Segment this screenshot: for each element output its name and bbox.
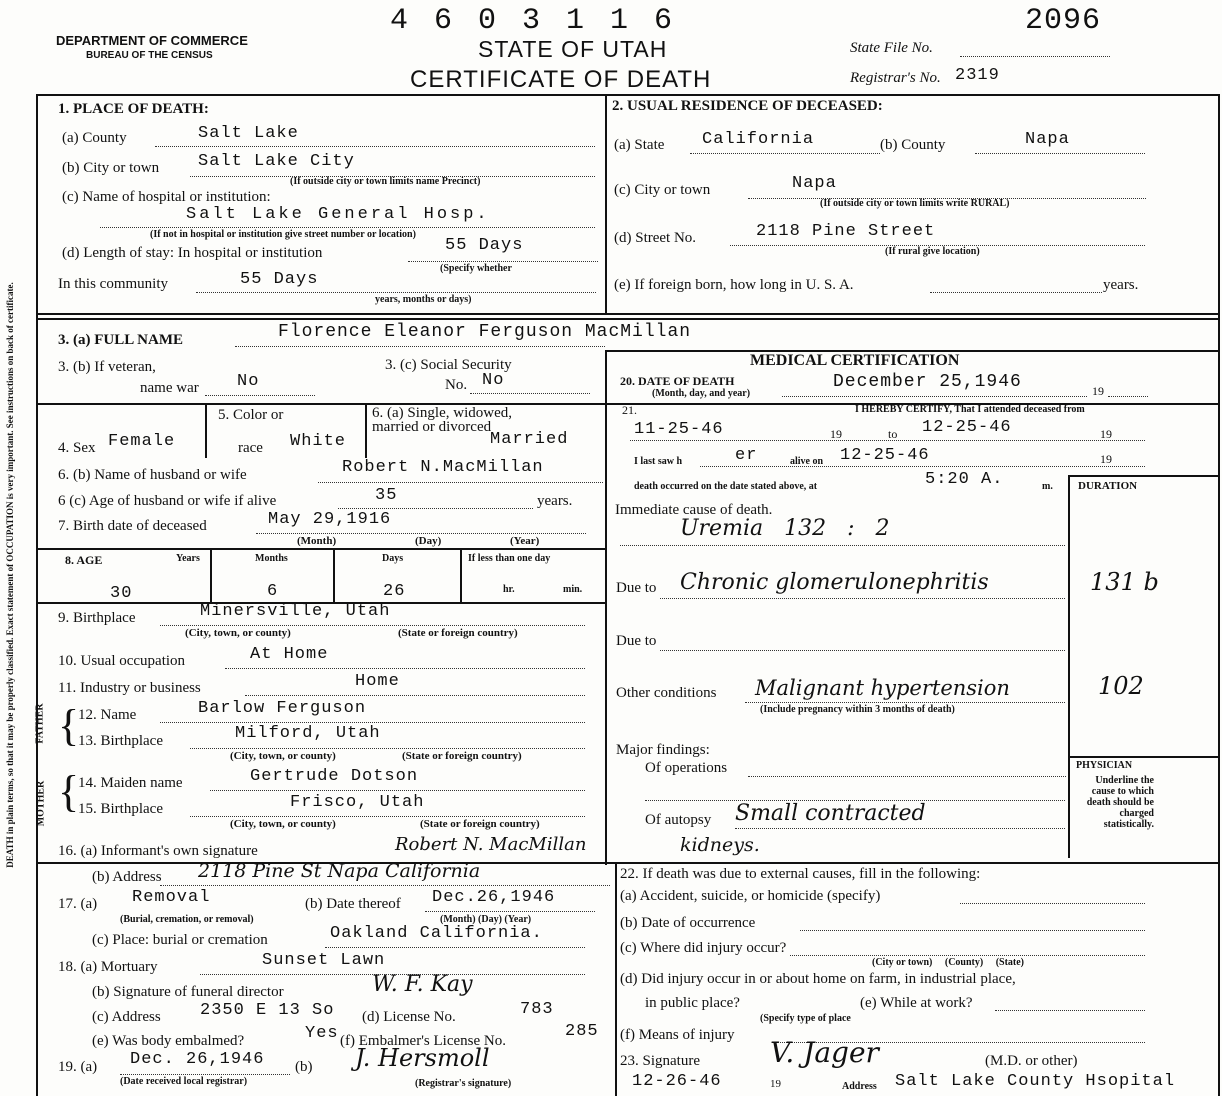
full-name: Florence Eleanor Ferguson MacMillan [278, 322, 692, 342]
nineteen-2: 19 [830, 427, 842, 441]
informant-addr-label: (b) Address [92, 869, 162, 885]
sig-date: 12-26-46 [632, 1072, 722, 1091]
date-death-note: (Month, day, and year) [652, 388, 751, 399]
fbp-city-note: (City, town, or county) [230, 750, 336, 762]
certificate-number: 4 6 0 3 1 1 6 [390, 4, 677, 38]
death-city: Salt Lake City [198, 152, 355, 171]
res-street-label: (d) Street No. [614, 230, 697, 246]
autopsy-findings-2: kidneys. [680, 834, 760, 856]
received-date: Dec. 26,1946 [130, 1050, 265, 1069]
other-label: Other conditions [616, 685, 717, 701]
mbp-city-note: (City, town, or county) [230, 818, 336, 830]
ext-d: (d) Did injury occur in or about home on farm, in industrial place, [620, 971, 1016, 987]
embalmed: Yes [305, 1024, 339, 1043]
ss-no-label: No. [445, 377, 468, 393]
father-brace: { [58, 701, 80, 750]
date-of-death: December 25,1946 [833, 372, 1022, 392]
stay-community: 55 Days [240, 270, 319, 289]
occupation-label: 10. Usual occupation [58, 653, 186, 669]
bp-state-note: (State or foreign country) [398, 627, 518, 639]
due1-label: Due to [616, 580, 657, 596]
burial-place-label: (c) Place: burial or cremation [92, 932, 268, 948]
birth-date: May 29,1916 [268, 510, 392, 529]
ss-value: No [482, 371, 505, 390]
sex-label: 4. Sex [58, 440, 96, 456]
birthplace-label: 9. Birthplace [58, 610, 136, 626]
death-county: Salt Lake [198, 124, 299, 143]
war-value: No [237, 372, 260, 391]
mother-name-label: 14. Maiden name [78, 775, 183, 791]
director-signature: W. F. Kay [372, 972, 473, 997]
registrar-value: 2319 [955, 66, 1000, 85]
to-label: to [888, 427, 898, 441]
age-years-head: Years [176, 553, 200, 564]
veteran-label: 3. (b) If veteran, [58, 359, 156, 375]
occupation: At Home [250, 645, 329, 664]
father-bp-label: 13. Birthplace [78, 733, 163, 749]
informant-address: 2118 Pine St Napa California [198, 860, 481, 882]
mother-bp-label: 15. Birthplace [78, 801, 163, 817]
spouse-name: Robert N.MacMillan [342, 458, 544, 477]
age-years: 30 [110, 584, 133, 603]
res-city-note: (If outside city or town limits write RURAL) [820, 198, 1010, 209]
received-label: 19. (a) [58, 1059, 98, 1075]
license-label: (d) License No. [362, 1009, 456, 1025]
marital-label: 6. (a) Single, widowed, married or divorced [372, 405, 512, 435]
spouse-age-label: 6 (c) Age of husband or wife if alive [58, 493, 277, 509]
n21: 21. [622, 403, 637, 417]
informant-signature: Robert N. MacMillan [395, 834, 587, 855]
industry: Home [355, 672, 400, 691]
disposition-date: Dec.26,1946 [432, 888, 556, 907]
embalmer-label: (f) Embalmer's License No. [340, 1033, 506, 1049]
marital-value: Married [490, 430, 569, 449]
res-state-label: (a) State [614, 137, 665, 153]
sig-addr-label: Address [842, 1081, 877, 1092]
age-days: 26 [383, 582, 406, 601]
fullname-label: 3. (a) FULL NAME [58, 332, 183, 348]
race-label: race [238, 440, 263, 456]
industry-label: 11. Industry or business [58, 680, 201, 696]
ext-c-note: (City or town) (County) (State) [872, 957, 1025, 968]
disposition-note: (Burial, cremation, or removal) [120, 914, 254, 925]
mother-name: Gertrude Dotson [250, 767, 419, 786]
ext-d2: in public place? [645, 995, 740, 1011]
father-name: Barlow Ferguson [198, 699, 367, 718]
nineteen-1: 19 [1092, 384, 1104, 398]
received-note: (Date received local registrar) [120, 1076, 248, 1087]
age-lessday-head: If less than one day [468, 553, 551, 564]
mother-brace: { [58, 767, 80, 816]
age-months: 6 [267, 582, 279, 601]
disp-mdy-note: (Month) (Day) (Year) [440, 914, 532, 925]
res-street: 2118 Pine Street [756, 222, 936, 241]
stay-hospital: 55 Days [445, 236, 524, 255]
spouse-label: 6. (b) Name of husband or wife [58, 467, 247, 483]
res-state: California [702, 130, 815, 149]
city-note: (If outside city or town limits name Precinct) [290, 176, 481, 187]
county-label: (a) County [62, 130, 127, 146]
father-birthplace: Milford, Utah [235, 724, 381, 743]
alive-label: alive on [790, 456, 824, 467]
age-months-head: Months [255, 553, 288, 564]
res-city-label: (c) City or town [614, 182, 711, 198]
physician-signature: V. Jager [770, 1036, 879, 1069]
embalmed-label: (e) Was body embalmed? [92, 1033, 245, 1049]
birth-day: (Day) [415, 535, 442, 547]
spouse-age-years: years. [537, 493, 573, 509]
mother-birthplace: Frisco, Utah [290, 793, 425, 812]
hospital-note: (If not in hospital or institution give street number or location) [150, 229, 416, 240]
attend-from: 11-25-46 [634, 420, 724, 439]
res-county: Napa [1025, 130, 1070, 149]
date-death-label: 20. DATE OF DEATH [620, 374, 735, 388]
foreign-years: years. [1103, 277, 1139, 293]
bp-city-note: (City, town, or county) [185, 627, 291, 639]
hospital-label: (c) Name of hospital or institution: [62, 189, 271, 205]
registrar-sig-note: (Registrar's signature) [415, 1078, 512, 1089]
hospital-name: Salt Lake General Hosp. [186, 205, 490, 224]
other-conditions: Malignant hypertension [755, 676, 1010, 700]
received-b: (b) [295, 1059, 313, 1075]
ymd-note: years, months or days) [375, 294, 472, 305]
major-label: Major findings: [616, 742, 710, 758]
immediate-cause: Uremia 132 : 2 [680, 516, 890, 541]
father-name-label: 12. Name [78, 707, 137, 723]
nineteen-5: 19 [770, 1078, 781, 1090]
medical-heading: MEDICAL CERTIFICATION [750, 352, 960, 369]
mother-side-label: MOTHER [35, 780, 47, 827]
ext-e: (e) While at work? [860, 995, 973, 1011]
ext-a: (a) Accident, suicide, or homicide (specify) [620, 888, 881, 904]
occurred-label: death occurred on the date stated above, at [634, 481, 818, 492]
cert-title: CERTIFICATE OF DEATH [410, 66, 712, 93]
registrar-signature: J. Hersmoll [355, 1044, 490, 1072]
race-value: White [290, 432, 347, 451]
autopsy-findings: Small contracted [735, 801, 926, 826]
disposition: Removal [132, 888, 211, 907]
ext-specify: (Specify type of place [760, 1013, 851, 1024]
ops-label: Of operations [645, 760, 728, 776]
underline-note: Underline the cause to which death should be charged statistically. [1086, 775, 1154, 830]
ss-label: 3. (c) Social Security [385, 357, 512, 373]
birthdate-label: 7. Birth date of deceased [58, 518, 207, 534]
mortuary-label: 18. (a) Mortuary [58, 959, 158, 975]
war-label: name war [140, 380, 199, 396]
embalmer: 285 [565, 1022, 599, 1041]
res-city: Napa [792, 174, 837, 193]
disposition-label: 17. (a) [58, 896, 98, 912]
age-hr: hr. [503, 584, 515, 595]
father-side-label: FATHER [34, 703, 46, 744]
specify-note: (Specify whether [440, 263, 512, 274]
mortuary: Sunset Lawn [262, 951, 386, 970]
other-code: 102 [1098, 672, 1144, 700]
attend-to: 12-25-46 [922, 418, 1012, 437]
physician-label: PHYSICIAN [1076, 760, 1133, 771]
other-note: (Include pregnancy within 3 months of death) [760, 704, 955, 715]
ext-c: (c) Where did injury occur? [620, 940, 787, 956]
cert-state: STATE OF UTAH [478, 36, 668, 62]
m-label: m. [1042, 481, 1053, 492]
autopsy-label: Of autopsy [645, 812, 712, 828]
corner-number: 2096 [1025, 4, 1102, 38]
community-label: In this community [58, 276, 168, 292]
md-label: (M.D. or other) [985, 1053, 1078, 1069]
due2-label: Due to [616, 633, 657, 649]
nineteen-3: 19 [1100, 427, 1112, 441]
res-county-label: (b) County [880, 137, 946, 153]
director-label: (b) Signature of funeral director [92, 984, 284, 1000]
disp-date-label: (b) Date thereof [305, 896, 401, 912]
sig23-label: 23. Signature [620, 1053, 700, 1069]
spouse-age: 35 [375, 486, 398, 505]
city-label: (b) City or town [62, 160, 160, 176]
last-saw-alive: 12-25-46 [840, 446, 930, 465]
lastsaw-mid: er [735, 446, 758, 465]
res-street-note: (If rural give location) [885, 246, 980, 257]
ext-f: (f) Means of injury [620, 1027, 735, 1043]
foreign-label: (e) If foreign born, how long in U. S. A. [614, 277, 854, 293]
margin-note: DEATH in plain terms, so that it may be properly classified. Exact statement of OCCUPATION is very important. See instructions on back of certificate. [5, 282, 15, 868]
mort-address-label: (c) Address [92, 1009, 161, 1025]
mbp-state-note: (State or foreign country) [420, 818, 540, 830]
physician-address: Salt Lake County Hsopital [895, 1072, 1176, 1091]
registrar-label: Registrar's No. [850, 70, 941, 86]
informant-label: 16. (a) Informant's own signature [58, 843, 258, 859]
due-to-1: Chronic glomerulonephritis [680, 570, 989, 595]
ext-b: (b) Date of occurrence [620, 915, 756, 931]
license: 783 [520, 1000, 554, 1019]
age-min: min. [563, 584, 583, 595]
bureau-label: BUREAU OF THE CENSUS [86, 50, 213, 61]
birthplace: Minersville, Utah [200, 602, 391, 621]
duration-head: DURATION [1078, 480, 1138, 492]
certify-text: I HEREBY CERTIFY, That I attended deceased from [855, 404, 1085, 415]
place-heading: 1. PLACE OF DEATH: [58, 101, 209, 117]
birth-year: (Year) [510, 535, 540, 547]
time-of-death: 5:20 A. [925, 470, 1004, 489]
lastsaw-label: I last saw h [634, 456, 683, 467]
ext-heading: 22. If death was due to external causes, fill in the following: [620, 866, 981, 882]
color-label: 5. Color or [218, 407, 284, 423]
age-label: 8. AGE [65, 553, 103, 567]
age-days-head: Days [382, 553, 404, 564]
fbp-state-note: (State or foreign country) [402, 750, 522, 762]
mort-address: 2350 E 13 So [200, 1001, 335, 1020]
residence-heading: 2. USUAL RESIDENCE OF DECEASED: [612, 98, 883, 114]
immediate-label: Immediate cause of death. [615, 502, 773, 518]
birth-month: (Month) [297, 535, 337, 547]
stay-label: (d) Length of stay: In hospital or institution [62, 245, 323, 261]
burial-place: Oakland California. [330, 924, 543, 943]
state-file-label: State File No. [850, 40, 933, 56]
sex-value: Female [108, 432, 176, 451]
nineteen-4: 19 [1100, 452, 1112, 466]
dept-label: DEPARTMENT OF COMMERCE [56, 33, 248, 48]
due-to-1-code: 131 b [1090, 568, 1159, 596]
